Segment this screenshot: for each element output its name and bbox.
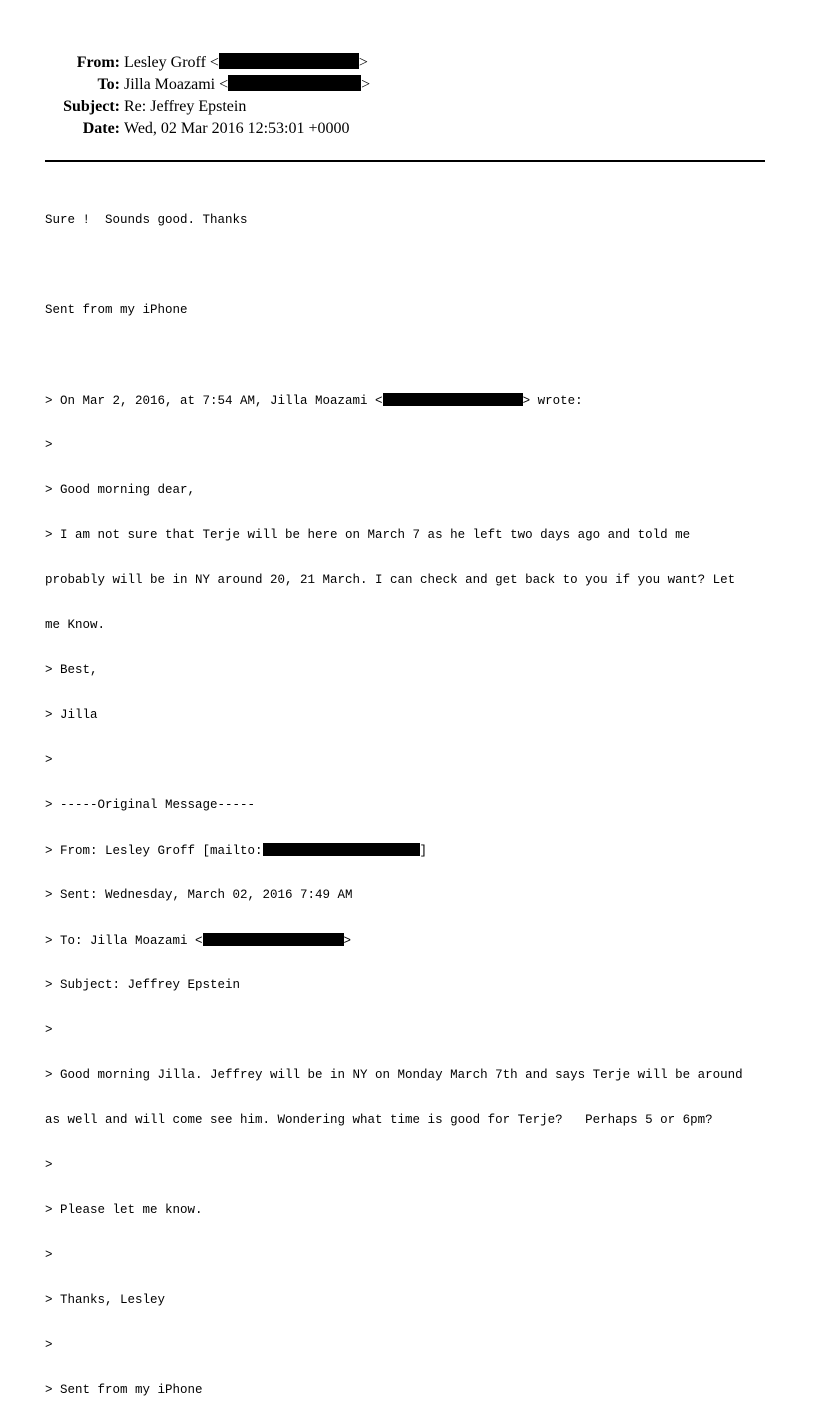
quoted-line: > Subject: Jeffrey Epstein (45, 978, 241, 992)
date-row (0, 118, 816, 140)
email-body (45, 183, 775, 1413)
redaction-block (228, 75, 361, 91)
redaction-block (219, 53, 359, 69)
to-label: To: (97, 76, 120, 93)
date-value: Wed, 02 Mar 2016 12:53:01 +0000 (124, 120, 350, 137)
blank-line (45, 258, 775, 273)
redaction-block (383, 393, 523, 406)
quoted-line: > Sent: Wednesday, March 02, 2016 7:49 AM (45, 888, 353, 902)
quoted-line: > Jilla (45, 708, 98, 722)
quoted-line: me Know. (45, 618, 106, 632)
quoted-header-line (45, 393, 775, 408)
subject-label: Subject: (63, 98, 120, 115)
to-value (124, 74, 370, 96)
quoted-line (45, 933, 775, 948)
header-divider (45, 160, 765, 162)
from-name: Lesley Groff < (124, 54, 219, 71)
from-value (124, 52, 368, 74)
quoted-line: > (45, 1248, 53, 1262)
quoted-line: > I am not sure that Terje will be here on March 7 as he left two days ago and told me (45, 528, 691, 542)
quoted-line: > Good morning Jilla. Jeffrey will be in NY on Monday March 7th and says Terje will be around (45, 1068, 743, 1082)
quoted-line: > (45, 1338, 53, 1352)
quoted-from-start: > From: Lesley Groff [mailto: (45, 844, 263, 858)
quoted-line (45, 843, 775, 858)
quoted-line: > Good morning dear, (45, 483, 196, 497)
subject-value: Re: Jeffrey Epstein (124, 98, 247, 115)
quoted-line: as well and will come see him. Wondering what time is good for Terje? Perhaps 5 or 6pm? (45, 1113, 713, 1127)
quoted-line: > (45, 438, 53, 452)
redaction-block (203, 933, 344, 946)
quoted-line: > (45, 1023, 53, 1037)
date-label: Date: (82, 120, 120, 137)
body-line: Sure ! Sounds good. Thanks (45, 213, 248, 227)
redaction-block (263, 843, 420, 856)
to-close: > (361, 76, 371, 93)
quoted-line: > (45, 753, 53, 767)
to-name: Jilla Moazami < (124, 76, 229, 93)
quoted-header-start: > On Mar 2, 2016, at 7:54 AM, Jilla Moazami < (45, 394, 383, 408)
quoted-line: > Thanks, Lesley (45, 1293, 166, 1307)
body-line: Sent from my iPhone (45, 303, 188, 317)
quoted-from-end: ] (419, 844, 428, 858)
from-row (0, 52, 816, 74)
from-close: > (358, 54, 368, 71)
blank-line (45, 348, 775, 363)
quoted-line: > -----Original Message----- (45, 798, 256, 812)
quoted-to-end: > (343, 934, 352, 948)
quoted-line: > Best, (45, 663, 98, 677)
quoted-line: > Sent from my iPhone (45, 1383, 203, 1397)
email-header (0, 52, 816, 140)
quoted-line: > (45, 1158, 53, 1172)
subject-row (0, 96, 816, 118)
to-row (0, 74, 816, 96)
quoted-line: probably will be in NY around 20, 21 March. I can check and get back to you if you want? Let (45, 573, 736, 587)
quoted-header-end: > wrote: (522, 394, 583, 408)
from-label: From: (76, 54, 120, 71)
quoted-to-start: > To: Jilla Moazami < (45, 934, 203, 948)
quoted-line: > Please let me know. (45, 1203, 203, 1217)
